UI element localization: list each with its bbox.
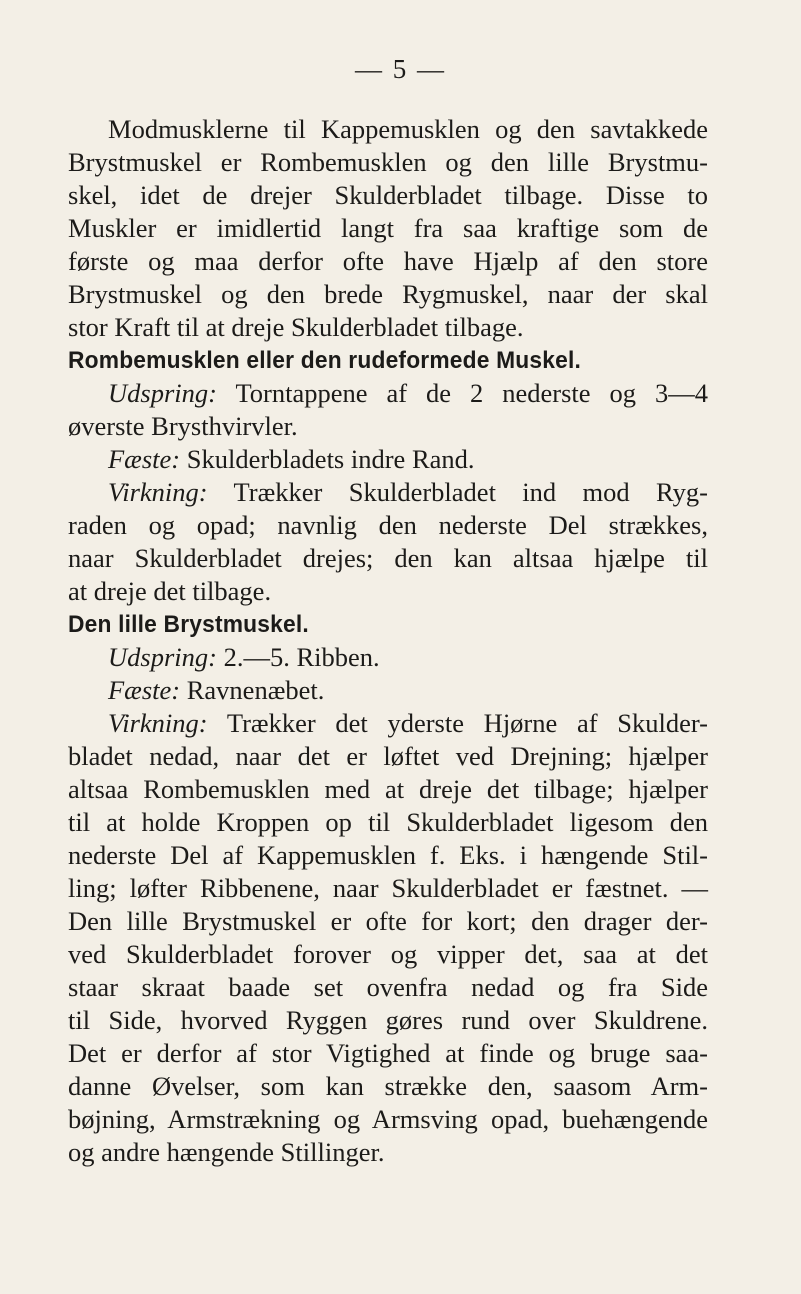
text-line: skel, idet de drejer Skulderbladet tilbage. Disse to — [68, 180, 708, 210]
text-line: Den lille Brystmuskel er ofte for kort; den drager der- — [68, 906, 708, 936]
field-text: Trækker det yderste Hjørne af Skulder- — [207, 708, 708, 738]
text-line: stor Kraft til at dreje Skulderbladet tilbage. — [68, 312, 524, 342]
text-line — [68, 707, 708, 740]
field-text: 2.—5. Ribben. — [216, 642, 380, 672]
text-line — [68, 674, 708, 707]
body-text — [68, 113, 708, 1169]
text-line — [68, 476, 708, 509]
text-line: bladet nedad, naar det er løftet ved Drejning; hjælper — [68, 741, 708, 771]
text-line — [68, 641, 708, 674]
text-line: danne Øvelser, som kan strække den, saasom Arm- — [68, 1071, 708, 1101]
text-line: at dreje det tilbage. — [68, 576, 272, 606]
text-line: øverste Brysthvirvler. — [68, 411, 298, 441]
text-line — [68, 443, 708, 476]
field-text: Trækker Skulderbladet ind mod Ryg- — [207, 477, 708, 507]
text-line: ved Skulderbladet forover og vipper det, saa at det — [68, 939, 708, 969]
text-line: Modmusklerne til Kappemusklen og den savtakkede — [108, 114, 708, 144]
text-line: første og maa derfor ofte have Hjælp af den store — [68, 246, 708, 276]
field-label: Udspring: — [108, 642, 217, 672]
field-label: Udspring: — [108, 378, 217, 408]
text-line: staar skraat baade set ovenfra nedad og fra Side — [68, 972, 708, 1002]
field-text: Skulderbladets indre Rand. — [180, 444, 475, 474]
text-line: nederste Del af Kappemusklen f. Eks. i hængende Stil- — [68, 840, 708, 870]
field-text: Ravnenæbet. — [180, 675, 325, 705]
field-label: Virkning: — [108, 708, 208, 738]
text-line — [68, 377, 708, 410]
text-line: til Side, hvorved Ryggen gøres rund over Skuldrene. — [68, 1005, 708, 1035]
field-label: Virkning: — [108, 477, 208, 507]
section-heading: Rombemusklen eller den rudeformede Muskel. — [68, 347, 582, 374]
text-line: ling; løfter Ribbenene, naar Skulderbladet er fæstnet. — — [68, 873, 708, 903]
text-line: altsaa Rombemusklen med at dreje det tilbage; hjælper — [68, 774, 708, 804]
text-line: naar Skulderbladet drejes; den kan altsaa hjælpe til — [68, 543, 708, 573]
text-line: Brystmuskel er Rombemusklen og den lille Brystmu- — [68, 147, 708, 177]
field-text: Torntappene af de 2 nederste og 3—4 — [216, 378, 708, 408]
text-line: raden og opad; navnlig den nederste Del strækkes, — [68, 510, 708, 540]
text-line: Brystmuskel og den brede Rygmuskel, naar der skal — [68, 279, 708, 309]
text-line: Det er derfor af stor Vigtighed at finde og bruge saa- — [68, 1038, 708, 1068]
field-label: Fæste: — [108, 675, 181, 705]
page-number: — 5 — — [355, 54, 446, 84]
text-line: til at holde Kroppen op til Skulderbladet ligesom den — [68, 807, 708, 837]
text-line: bøjning, Armstrækning og Armsving opad, buehængende — [68, 1104, 708, 1134]
field-label: Fæste: — [108, 444, 181, 474]
section-heading: Den lille Brystmuskel. — [68, 611, 309, 638]
text-line: Muskler er imidlertid langt fra saa kraftige som de — [68, 213, 708, 243]
text-line: og andre hængende Stillinger. — [68, 1137, 385, 1167]
